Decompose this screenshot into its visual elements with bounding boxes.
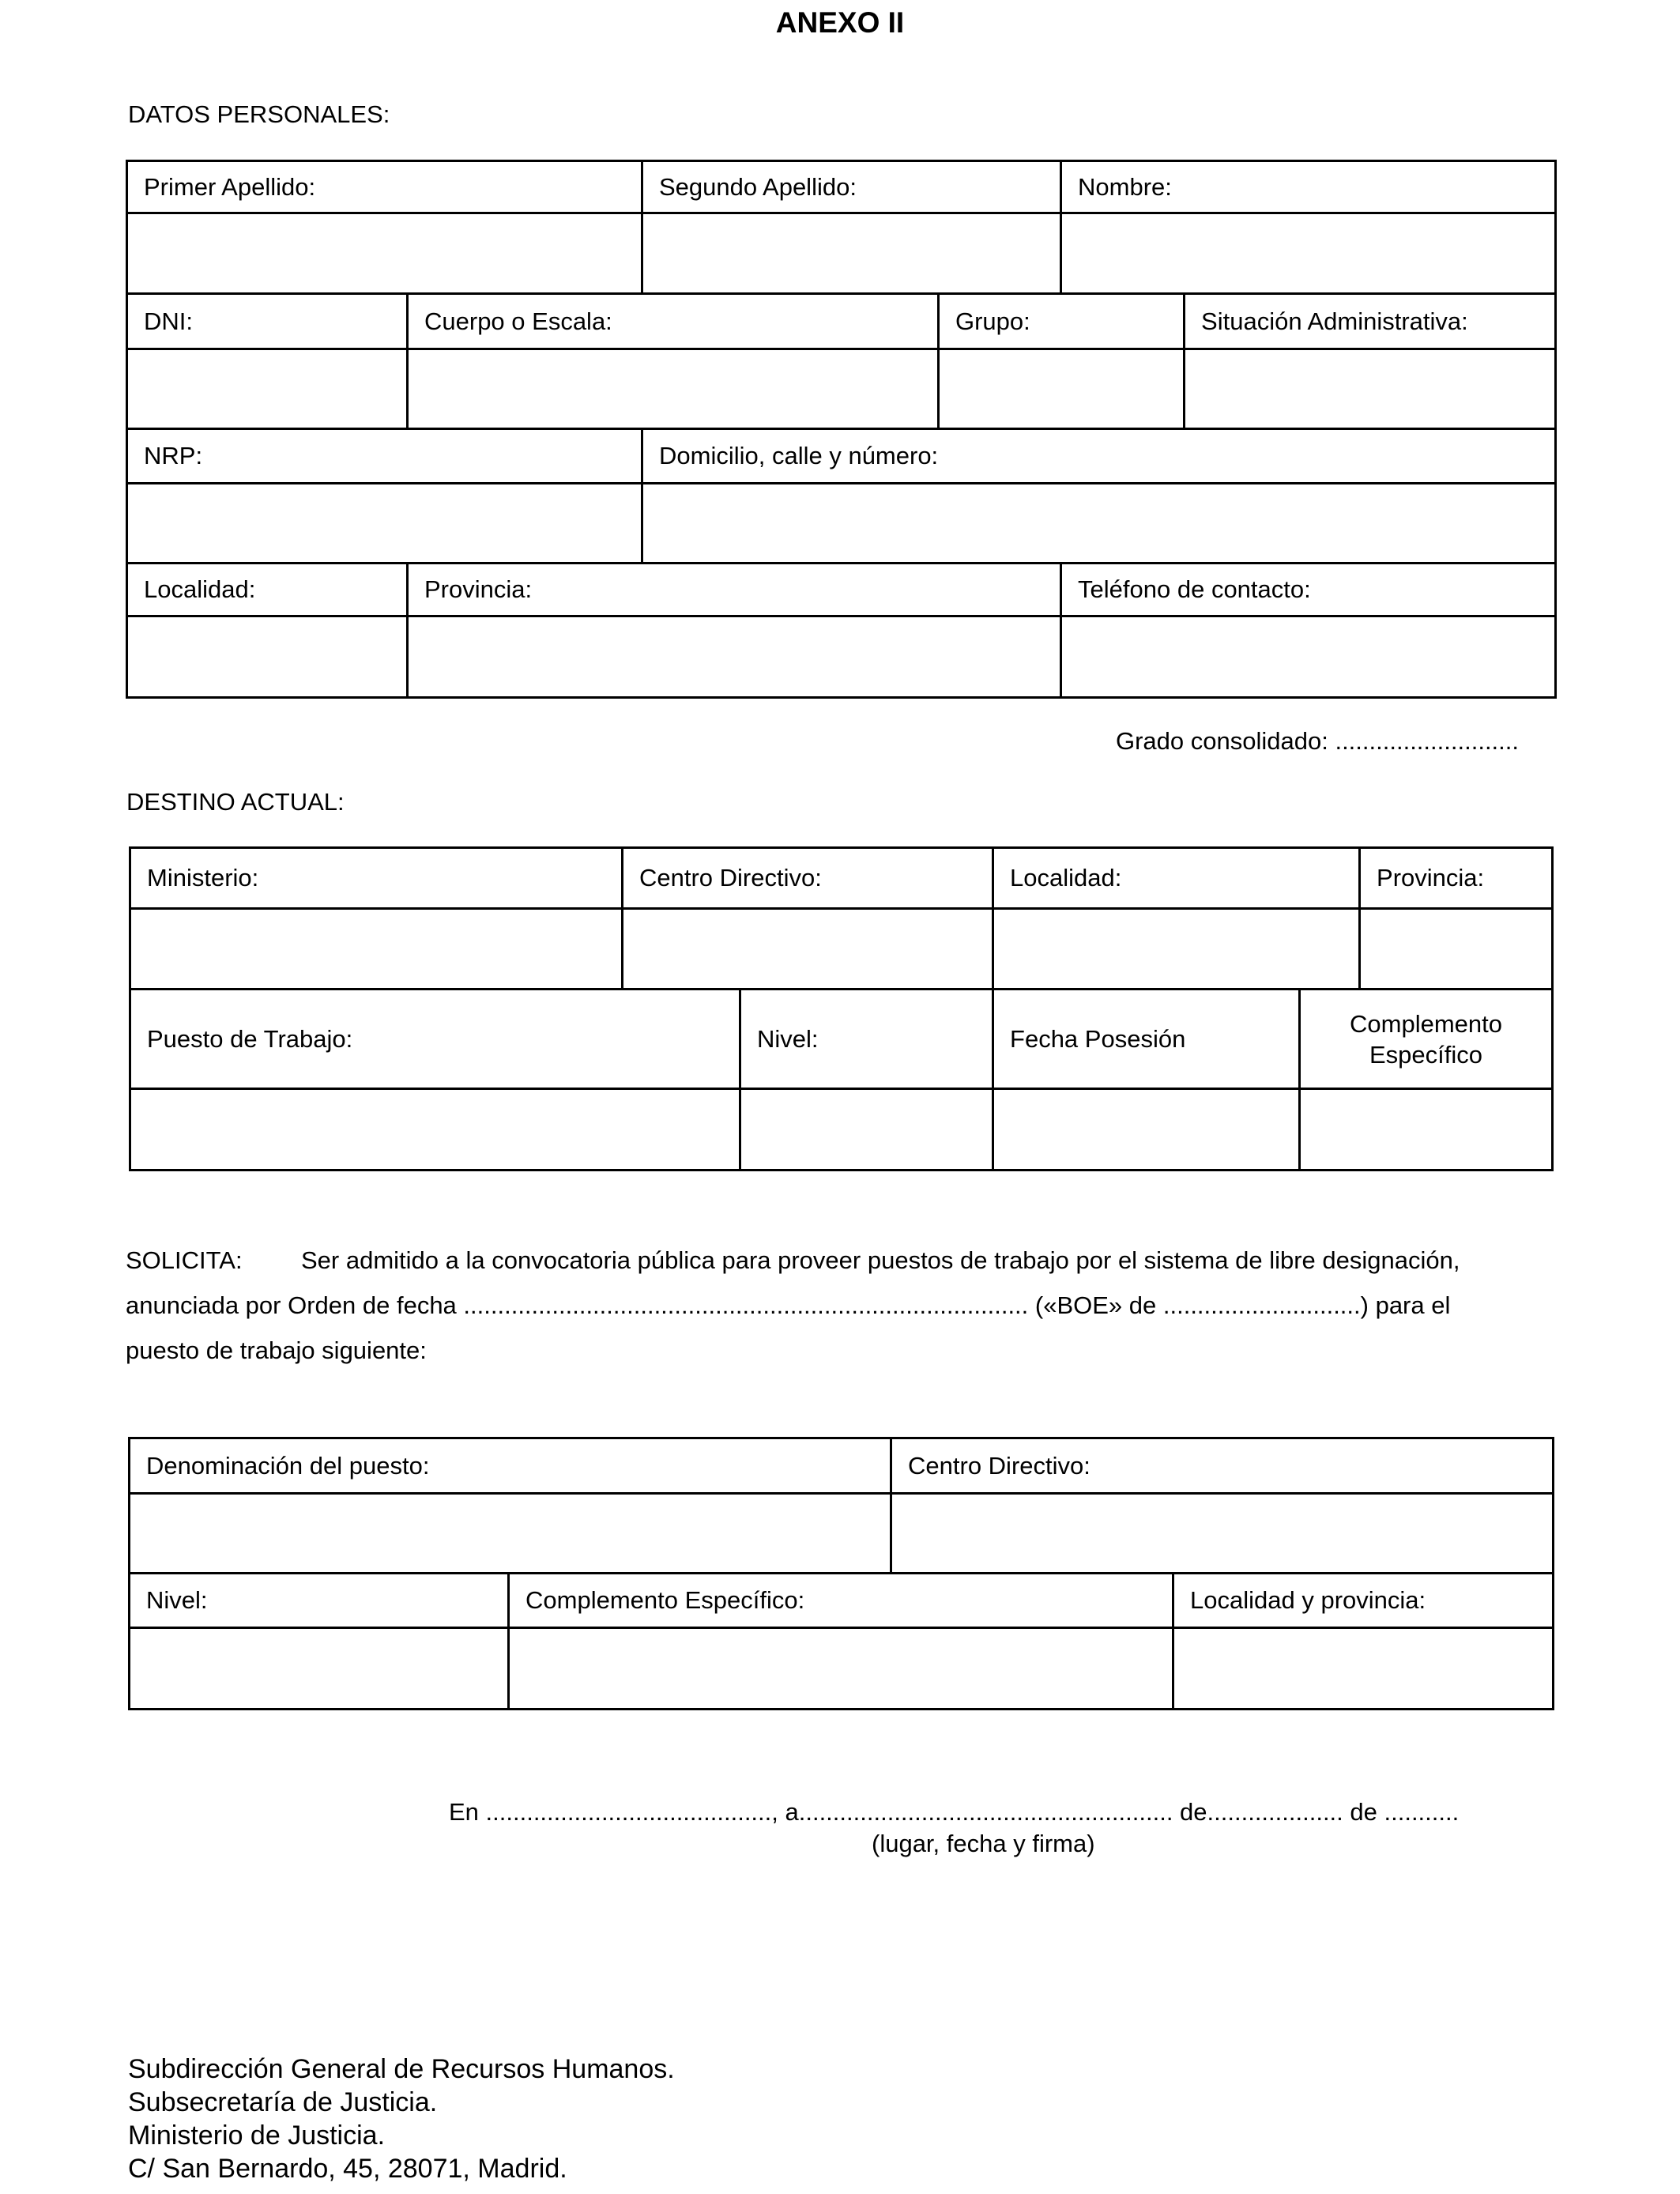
denominacion-field[interactable]	[130, 1494, 891, 1574]
localidad-field[interactable]	[127, 616, 408, 698]
solicita-line-2: anunciada por Orden de fecha ................................................................................... («BOE» de .............................) para el	[126, 1291, 1451, 1319]
primer-apellido-field[interactable]	[127, 213, 642, 294]
situacion-administrativa-field[interactable]	[1185, 349, 1556, 429]
centro-directivo-field[interactable]	[623, 909, 993, 990]
personal-data-table	[126, 160, 1557, 699]
complemento-especifico-field[interactable]	[509, 1628, 1173, 1710]
centro-directivo-label: Centro Directivo:	[623, 848, 993, 909]
footer-line-1: Subdirección General de Recursos Humanos.	[128, 2054, 675, 2084]
footer-line-2: Subsecretaría de Justicia.	[128, 2087, 438, 2117]
nombre-label: Nombre:	[1061, 161, 1556, 213]
nrp-field[interactable]	[127, 484, 642, 564]
nivel-label: Nivel:	[740, 990, 993, 1089]
fecha-posesion-field[interactable]	[993, 1089, 1300, 1171]
puesto-trabajo-label: Puesto de Trabajo:	[130, 990, 740, 1089]
grupo-label: Grupo:	[939, 294, 1185, 349]
segundo-apellido-label: Segundo Apellido:	[642, 161, 1061, 213]
footer-line-4: C/ San Bernardo, 45, 28071, Madrid.	[128, 2154, 567, 2184]
segundo-apellido-field[interactable]	[642, 213, 1061, 294]
domicilio-field[interactable]	[642, 484, 1556, 564]
complemento-especifico-field[interactable]	[1300, 1089, 1553, 1171]
provincia-label: Provincia:	[408, 564, 1061, 616]
dni-field[interactable]	[127, 349, 408, 429]
fecha-posesion-label: Fecha Posesión	[993, 990, 1300, 1089]
signature-caption: (lugar, fecha y firma)	[872, 1830, 1095, 1857]
telefono-label: Teléfono de contacto:	[1061, 564, 1556, 616]
ministerio-label: Ministerio:	[130, 848, 623, 909]
nivel-field[interactable]	[740, 1089, 993, 1171]
personal-data-heading: DATOS PERSONALES:	[128, 100, 390, 128]
cuerpo-escala-label: Cuerpo o Escala:	[408, 294, 939, 349]
complemento-especifico-label	[1300, 990, 1553, 1089]
localidad-label: Localidad:	[993, 848, 1360, 909]
provincia-field[interactable]	[1360, 909, 1553, 990]
solicita-label: SOLICITA:	[126, 1246, 243, 1274]
dni-label: DNI:	[127, 294, 408, 349]
ministerio-field[interactable]	[130, 909, 623, 990]
complemento-line-2: Específico	[1369, 1040, 1483, 1069]
complemento-especifico-label: Complemento Específico:	[509, 1574, 1173, 1628]
puesto-trabajo-field[interactable]	[130, 1089, 740, 1171]
nombre-field[interactable]	[1061, 213, 1556, 294]
provincia-field[interactable]	[408, 616, 1061, 698]
footer-address	[128, 2053, 675, 2185]
nivel-field[interactable]	[130, 1628, 509, 1710]
complemento-line-1: Complemento	[1350, 1009, 1502, 1038]
signature-line: En .........................................., a....................................................... de.................... de ...........	[449, 1798, 1460, 1826]
solicita-paragraph	[126, 1238, 1556, 1373]
localidad-label: Localidad:	[127, 564, 408, 616]
solicita-text-1: Ser admitido a la convocatoria pública para proveer puestos de trabajo por el sistema de libre designación,	[301, 1246, 1460, 1274]
destino-heading: DESTINO ACTUAL:	[126, 788, 345, 816]
centro-directivo-field[interactable]	[891, 1494, 1554, 1574]
provincia-label: Provincia:	[1360, 848, 1553, 909]
denominacion-label: Denominación del puesto:	[130, 1438, 891, 1494]
centro-directivo-label: Centro Directivo:	[891, 1438, 1554, 1494]
puesto-solicitado-table	[128, 1437, 1554, 1710]
nivel-label: Nivel:	[130, 1574, 509, 1628]
localidad-provincia-field[interactable]	[1173, 1628, 1554, 1710]
localidad-field[interactable]	[993, 909, 1360, 990]
grado-consolidado: Grado consolidado: ...........................	[1116, 727, 1520, 755]
situacion-administrativa-label: Situación Administrativa:	[1185, 294, 1556, 349]
solicita-line-1	[126, 1238, 1556, 1283]
footer-line-3: Ministerio de Justicia.	[128, 2120, 386, 2151]
grupo-field[interactable]	[939, 349, 1185, 429]
localidad-provincia-label: Localidad y provincia:	[1173, 1574, 1554, 1628]
cuerpo-escala-field[interactable]	[408, 349, 939, 429]
solicita-line-3: puesto de trabajo siguiente:	[126, 1336, 427, 1364]
domicilio-label: Domicilio, calle y número:	[642, 429, 1556, 484]
nrp-label: NRP:	[127, 429, 642, 484]
primer-apellido-label: Primer Apellido:	[127, 161, 642, 213]
document-title: ANEXO II	[775, 6, 905, 39]
destino-table	[129, 846, 1554, 1171]
telefono-field[interactable]	[1061, 616, 1556, 698]
